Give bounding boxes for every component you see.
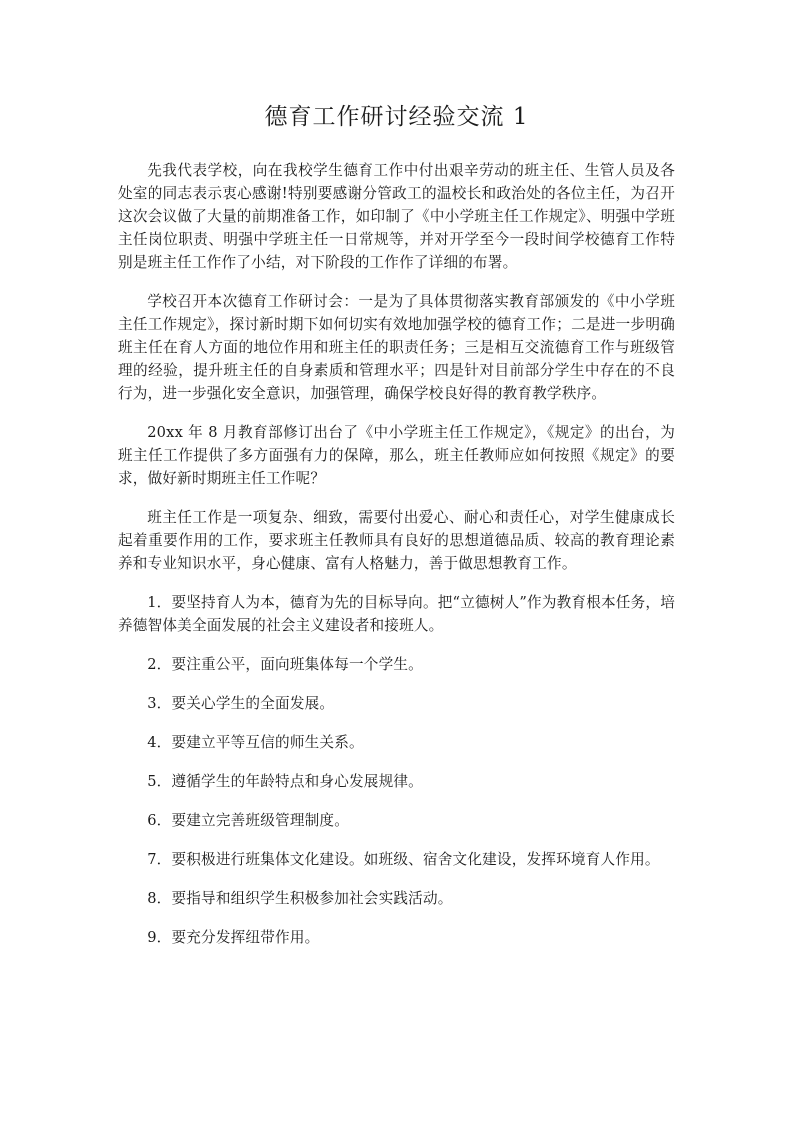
paragraph-meeting-purpose: 学校召开本次德育工作研讨会：一是为了具体贯彻落实教育部颁发的《中小学班主任工作规定》，探讨新时期下如何切实有效地加强学校的德育工作；二是进一步明确班主任在育人方面的地位作用和班主任的职责任务；三是相互交流德育工作与班级管理的经验，提升班主任的自身素质和管理水平；四是针对目前部分学生中存在的不良行为，进一步强化安全意识，加强管理，确保学校良好得的教育教学秩序。 xyxy=(118,293,675,402)
list-item: 8．要指导和组织学生积极参加社会实践活动。 xyxy=(147,890,453,907)
paragraph-teacher-requirements: 班主任工作是一项复杂、细致，需要付出爱心、耐心和责任心，对学生健康成长起着重要作用的工作，要求班主任教师具有良好的思想道德品质、较高的教育理论素养和专业知识水平，身心健康、富有人格魅力，善于做思想教育工作。 xyxy=(118,509,675,572)
document-title: 德育工作研讨经验交流 1 xyxy=(264,104,529,130)
list-item: 2．要注重公平，面向班集体每一个学生。 xyxy=(147,656,423,673)
list-item: 9．要充分发挥纽带作用。 xyxy=(147,929,320,946)
paragraph-intro-thanks: 先我代表学校，向在我校学生德育工作中付出艰辛劳动的班主任、生管人员及各处室的同志表示衷心感谢!特别要感谢分管政工的温校长和政治处的各位主任，为召开这次会议做了大量的前期准备工作，如印制了《中小学班主任工作规定》、明强中学班主任岗位职责、明强中学班主任一日常规等，并对开学至今一段时间学校德育工作特别是班主任工作作了小结，对下阶段的工作作了详细的布署。 xyxy=(118,162,675,271)
paragraph-regulation: 20xx 年 8 月教育部修订出台了《中小学班主任工作规定》，《规定》的出台，为班主任工作提供了多方面强有力的保障，那么，班主任教师应如何按照《规定》的要求，做好新时期班主任工作呢？ xyxy=(118,424,675,487)
list-item: 6．要建立完善班级管理制度。 xyxy=(147,812,349,829)
list-item: 3．要关心学生的全面发展。 xyxy=(147,695,335,712)
list-item: 1．要坚持育人为本，德育为先的目标导向。把“立德树人”作为教育根本任务，培养德智体美全面发展的社会主义建设者和接班人。 xyxy=(118,594,675,634)
list-item: 7．要积极进行班集体文化建设。如班级、宿舍文化建设，发挥环境育人作用。 xyxy=(147,851,660,868)
list-item: 4．要建立平等互信的师生关系。 xyxy=(147,734,364,751)
list-item: 5．遵循学生的年龄特点和身心发展规律。 xyxy=(147,773,423,790)
